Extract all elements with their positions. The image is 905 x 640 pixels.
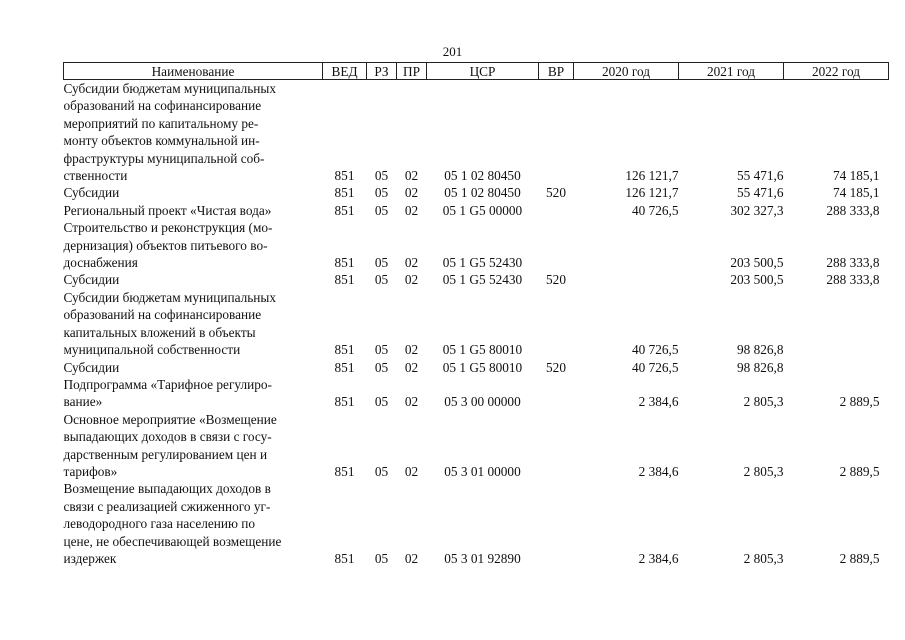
header-vr: ВР (539, 63, 574, 80)
cell-csr: 05 1 G5 80010 (442, 359, 523, 375)
cell-name (64, 359, 323, 376)
table-row (64, 289, 889, 359)
cell-2022: 2 889,5 (839, 394, 880, 410)
cell-2020: 40 726,5 (631, 342, 679, 358)
header-ved: ВЕД (323, 63, 367, 80)
cell-rz: 05 (374, 185, 389, 201)
cell-2022: 288 333,8 (826, 272, 880, 288)
cell-pr: 02 (404, 394, 419, 410)
cell-csr: 05 1 02 80450 (444, 168, 521, 184)
cell-2022 (784, 359, 889, 376)
row-name-text: Субсидии бюджетам муниципальных образований на софинансирование мероприятий по капитальному ре- монту объектов коммунальной ин- фраструктуры муниципальной соб- ственности (63, 81, 276, 184)
cell-2021: 203 500,5 (730, 255, 784, 271)
header-csr: ЦСР (427, 63, 539, 80)
cell-2022: 288 333,8 (826, 255, 880, 271)
cell-vr (539, 376, 574, 411)
cell-ved: 851 (334, 394, 355, 410)
cell-2021: 203 500,5 (730, 272, 784, 288)
cell-2020: 2 384,6 (638, 394, 679, 410)
cell-2021: 55 471,6 (736, 185, 784, 201)
table-row (64, 376, 889, 411)
cell-pr: 02 (404, 168, 419, 184)
table-row (64, 184, 889, 201)
cell-vr (539, 411, 574, 481)
row-name-text: Субсидии бюджетам муниципальных образований на софинансирование капитальных вложений в объекты муниципальной собственности (63, 289, 276, 358)
cell-name (64, 289, 323, 359)
page-number: 201 (442, 44, 463, 59)
cell-rz: 05 (374, 359, 389, 375)
row-name-text: Субсидии (63, 272, 120, 288)
cell-pr: 02 (404, 185, 419, 201)
row-name-text: Субсидии (63, 185, 120, 201)
header-2021: 2021 год (679, 63, 784, 80)
cell-name (64, 80, 323, 185)
cell-2021: 98 826,8 (736, 359, 784, 375)
cell-name (64, 376, 323, 411)
cell-ved: 851 (334, 359, 355, 375)
row-name-text: Подпрограмма «Тарифное регулиро- вание» (63, 376, 272, 410)
row-name-text: Субсидии (63, 359, 120, 375)
cell-2022: 2 889,5 (839, 463, 880, 479)
cell-2022: 74 185,1 (832, 185, 880, 201)
cell-csr: 05 1 G5 80010 (442, 342, 523, 358)
cell-ved: 851 (334, 342, 355, 358)
cell-ved: 851 (334, 272, 355, 288)
cell-2021: 2 805,3 (743, 550, 784, 566)
table-header-row (64, 63, 889, 80)
cell-2021: 55 471,6 (736, 168, 784, 184)
cell-pr: 02 (404, 463, 419, 479)
cell-2020: 2 384,6 (638, 550, 679, 566)
table-row (64, 80, 889, 185)
cell-pr: 02 (404, 272, 419, 288)
cell-2022: 74 185,1 (832, 168, 880, 184)
cell-2022 (784, 289, 889, 359)
cell-csr: 05 1 G5 00000 (442, 202, 523, 218)
table-row (64, 202, 889, 219)
cell-name (64, 271, 323, 288)
table-row (64, 271, 889, 288)
row-name-text: Основное мероприятие «Возмещение выпадающих доходов в связи с госу- дарственным регулированием цен и тарифов» (63, 411, 277, 479)
cell-name (64, 411, 323, 481)
row-name-text: Строительство и реконструкция (мо- дернизация) объектов питьевого во- доснабжения (63, 220, 273, 271)
cell-vr (539, 219, 574, 271)
cell-2021: 2 805,3 (743, 463, 784, 479)
cell-rz: 05 (374, 550, 389, 566)
cell-pr: 02 (404, 550, 419, 566)
cell-ved: 851 (334, 168, 355, 184)
cell-rz: 05 (374, 342, 389, 358)
cell-pr: 02 (404, 202, 419, 218)
cell-vr: 520 (546, 359, 566, 375)
cell-ved: 851 (334, 463, 355, 479)
cell-csr: 05 3 00 00000 (444, 394, 521, 410)
cell-ved: 851 (334, 550, 355, 566)
cell-2022: 288 333,8 (826, 202, 880, 218)
cell-2020 (574, 271, 679, 288)
table-row (64, 480, 889, 567)
cell-vr (539, 202, 574, 219)
cell-csr: 05 3 01 00000 (444, 463, 521, 479)
cell-csr: 05 1 G5 52430 (442, 255, 523, 271)
cell-2020: 2 384,6 (638, 463, 679, 479)
cell-2020: 40 726,5 (631, 359, 679, 375)
cell-name (64, 219, 323, 271)
cell-2022: 2 889,5 (839, 550, 880, 566)
header-2020: 2020 год (574, 63, 679, 80)
cell-2020: 126 121,7 (625, 168, 679, 184)
cell-2020 (574, 219, 679, 271)
cell-2020: 40 726,5 (631, 202, 679, 218)
table-row (64, 219, 889, 271)
cell-vr: 520 (546, 272, 566, 288)
cell-ved: 851 (334, 255, 355, 271)
header-rz: РЗ (367, 63, 397, 80)
table-row (64, 359, 889, 376)
cell-ved: 851 (334, 185, 355, 201)
cell-2020: 126 121,7 (625, 185, 679, 201)
cell-rz: 05 (374, 272, 389, 288)
cell-csr: 05 1 02 80450 (444, 185, 521, 201)
cell-rz: 05 (374, 463, 389, 479)
cell-name (64, 480, 323, 567)
cell-name (64, 202, 323, 219)
cell-vr (539, 480, 574, 567)
header-name: Наименование (64, 63, 323, 80)
budget-table (63, 62, 889, 567)
cell-csr: 05 1 G5 52430 (442, 272, 523, 288)
cell-rz: 05 (374, 202, 389, 218)
cell-csr: 05 3 01 92890 (444, 550, 521, 566)
cell-2021: 98 826,8 (736, 342, 784, 358)
cell-vr: 520 (546, 185, 566, 201)
header-2022: 2022 год (784, 63, 889, 80)
cell-2021: 2 805,3 (743, 394, 784, 410)
cell-pr: 02 (404, 359, 419, 375)
cell-rz: 05 (374, 394, 389, 410)
cell-rz: 05 (374, 255, 389, 271)
cell-2021: 302 327,3 (730, 202, 784, 218)
cell-ved: 851 (334, 202, 355, 218)
row-name-text: Возмещение выпадающих доходов в связи с реализацией сжиженного уг- леводородного газа населению по цене, не обеспечивающей возмещение издержек (63, 481, 282, 566)
header-pr: ПР (397, 63, 427, 80)
cell-name (64, 184, 323, 201)
table-row (64, 411, 889, 481)
cell-rz: 05 (374, 168, 389, 184)
row-name-text: Региональный проект «Чистая вода» (63, 202, 272, 218)
cell-pr: 02 (404, 342, 419, 358)
cell-vr (539, 80, 574, 185)
cell-vr (539, 289, 574, 359)
cell-pr: 02 (404, 255, 419, 271)
